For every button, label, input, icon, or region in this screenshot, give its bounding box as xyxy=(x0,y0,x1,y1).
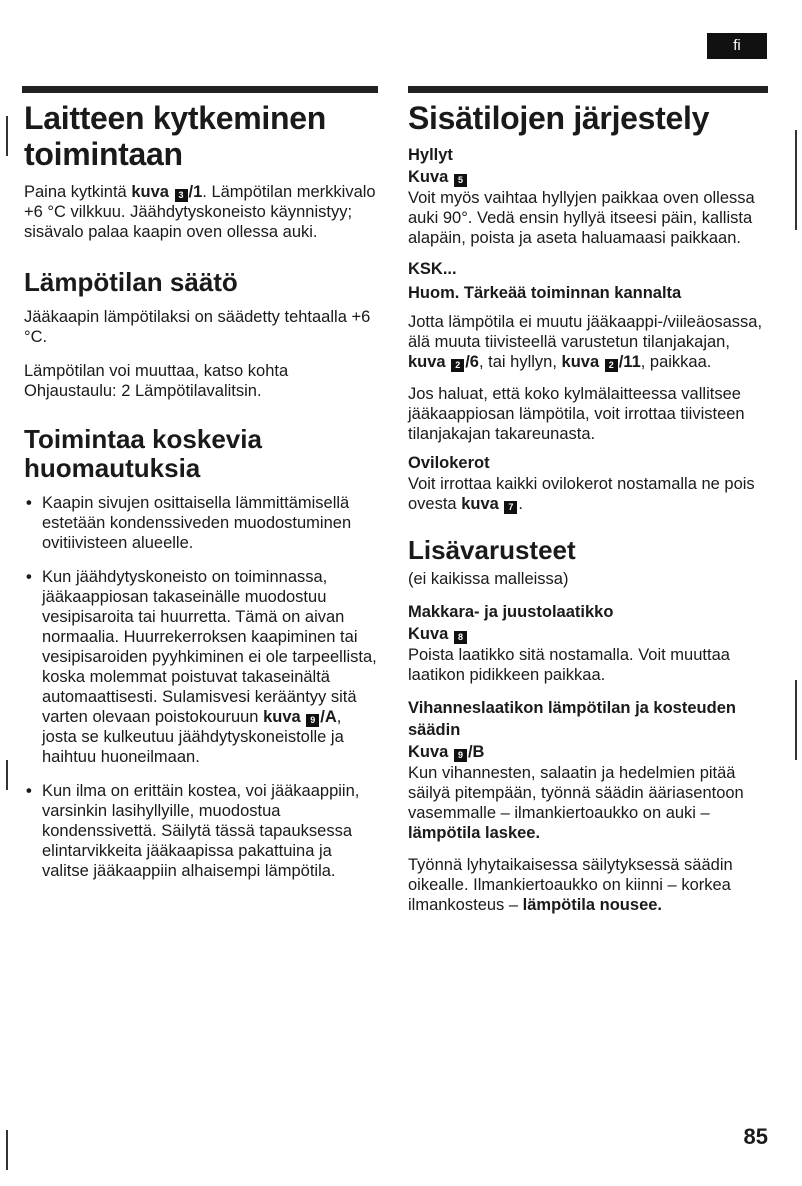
subheading-makkara: Makkara- ja juustolaatikko xyxy=(408,603,614,621)
figure-reference xyxy=(562,353,641,371)
figure-word: Kuva xyxy=(408,743,449,761)
subheading-ksk: KSK... xyxy=(408,260,457,278)
figure-word: kuva xyxy=(131,183,169,201)
figure-suffix: /1 xyxy=(188,183,203,201)
figure-number-badge: 2 xyxy=(605,359,618,372)
list-item: • Kun ilma on erittäin kostea, voi jääkaappiin, varsinkin lasihyllyille, muodostua kondenssivettä. Säilytä tässä tapauksessa elintarvikkeita jääkaapissa pakattuina ja valitse jääkaappiin alhaisempi lämpötila. xyxy=(24,781,379,881)
figure-number-badge: 8 xyxy=(454,631,467,644)
right-header-rule xyxy=(408,86,768,93)
paragraph-door-shelves xyxy=(408,474,768,514)
edge-mark xyxy=(795,680,797,760)
text: . xyxy=(518,495,523,513)
figure-word: kuva xyxy=(408,353,446,371)
notes-list xyxy=(24,493,379,881)
heading-toimintaa-koskevia: Toimintaa koskevia huomautuksia xyxy=(24,424,262,483)
list-item: • Kaapin sivujen osittaisella lämmittämisellä estetään kondenssiveden muodostuminen ovitiivisteen alueelle. xyxy=(24,493,379,553)
paragraph-vegetables xyxy=(408,763,768,843)
figure-reference xyxy=(263,708,337,726)
figure-reference xyxy=(408,353,479,371)
text: Voit irrottaa kaikki ovilokerot nostamalla ne pois ovesta xyxy=(408,475,755,513)
figure-number-badge: 7 xyxy=(504,501,517,514)
figure-word: kuva xyxy=(263,708,301,726)
emphasis: lämpötila laskee. xyxy=(408,824,541,842)
figure-suffix: /A xyxy=(320,708,337,726)
subheading-hyllyt: Hyllyt xyxy=(408,146,453,164)
figure-number-badge: 2 xyxy=(451,359,464,372)
heading-sisatilojen-jarjestely: Sisätilojen järjestely xyxy=(408,100,710,136)
text: Paina kytkintä xyxy=(24,183,132,201)
text: Kun jäähdytyskoneisto on toiminnassa, jääkaappiosan takaseinälle muodostuu vesipisaroita tai huurretta. Tämä on aivan normaalia. Huurrekerroksen kaapiminen tai vesipisaroiden pyyhkiminen ei ole tarpeellista, koska molemmat poistuvat takaseinältä automaattisesti. Sulamisvesi kerääntyy sitä varten olevaan poistokouruun xyxy=(42,568,377,726)
left-column xyxy=(24,98,379,881)
figure-label xyxy=(408,166,768,188)
figure-number-badge: 9 xyxy=(306,714,319,727)
figure-word: Kuva xyxy=(408,168,449,186)
figure-suffix: /6 xyxy=(465,353,479,371)
right-column xyxy=(408,98,768,915)
figure-word: Kuva xyxy=(408,625,449,643)
text: , paikkaa. xyxy=(640,353,712,371)
paragraph-whole-appliance: Jos haluat, että koko kylmälaitteessa vallitsee jääkaappiosan lämpötila, voit irrottaa tiivisteen tilanjakajan takareunasta. xyxy=(408,385,745,443)
figure-number-badge: 9 xyxy=(454,749,467,762)
text: Jotta lämpötila ei muutu jääkaappi-/viileäosassa, älä muuta tiivisteellä varustetun tilanjakajan, xyxy=(408,313,763,351)
language-badge: fi xyxy=(707,33,767,59)
paragraph-factory-setting: Jääkaapin lämpötilaksi on säädetty tehtaalla +6 °C. xyxy=(24,308,371,346)
figure-number-badge: 5 xyxy=(454,174,467,187)
figure-word: kuva xyxy=(461,495,499,513)
text: . Lämpötilan merkkivalo +6 °C vilkkuu. Jäähdytyskoneisto käynnistyy; sisävalo palaa kaapin oven ollessa auki. xyxy=(24,183,376,241)
figure-label xyxy=(408,741,768,763)
figure-label xyxy=(408,623,768,645)
figure-reference xyxy=(131,183,202,201)
heading-lisavarusteet: Lisävarusteet xyxy=(408,535,576,565)
figure-word: kuva xyxy=(561,353,600,371)
paragraph-short-storage xyxy=(408,855,768,915)
heading-lampotilan-saato: Lämpötilan säätö xyxy=(24,267,238,297)
text: , josta se kulkeutuu jäähdytyskoneistolle ja haihtuu huoneilmaan. xyxy=(42,708,344,766)
text: Kun vihannesten, salaatin ja hedelmien pitää säilyä pitempään, työnnä säädin ääriasentoon vasemmalle – ilmankiertoaukko on auki – xyxy=(408,764,744,822)
figure-number-badge: 3 xyxy=(175,189,188,202)
left-header-rule xyxy=(22,86,378,93)
edge-mark xyxy=(795,130,797,230)
list-item xyxy=(24,567,379,767)
subheading-ovilokerot: Ovilokerot xyxy=(408,454,490,472)
edge-mark xyxy=(6,116,8,156)
figure-reference xyxy=(461,495,518,513)
subheading-important-note: Huom. Tärkeää toiminnan kannalta xyxy=(408,284,682,302)
emphasis: lämpötila nousee. xyxy=(522,896,663,914)
heading-laitteen-kytkeminen: Laitteen kytkeminen toimintaan xyxy=(24,100,326,172)
text: , tai hyllyn, xyxy=(478,353,562,371)
paragraph-remove-drawer: Poista laatikko sitä nostamalla. Voit muuttaa laatikon pidikkeen paikkaa. xyxy=(408,646,730,684)
edge-mark xyxy=(6,1130,8,1170)
figure-suffix: /B xyxy=(467,743,485,761)
paragraph-divider xyxy=(408,312,768,372)
page-number: 85 xyxy=(743,1124,768,1149)
paragraph-switch-on xyxy=(24,182,379,242)
figure-suffix: /11 xyxy=(618,353,641,371)
edge-mark xyxy=(6,760,8,790)
subheading-vihannes: Vihanneslaatikon lämpötilan ja kosteuden säädin xyxy=(408,699,736,739)
paragraph-not-all-models: (ei kaikissa malleissa) xyxy=(408,570,569,588)
paragraph-shelves: Voit myös vaihtaa hyllyjen paikkaa oven ollessa auki 90°. Vedä ensin hyllyä itseesi päin, kallista alapäin, poista ja aseta haluamaasi paikkaan. xyxy=(408,189,755,247)
text: Työnnä lyhytaikaisessa säilytyksessä säädin oikealle. Ilmankiertoaukko on kiinni – korkea ilmankosteus – xyxy=(408,856,733,914)
paragraph-change-temperature: Lämpötilan voi muuttaa, katso kohta Ohjaustaulu: 2 Lämpötilavalitsin. xyxy=(24,362,289,400)
